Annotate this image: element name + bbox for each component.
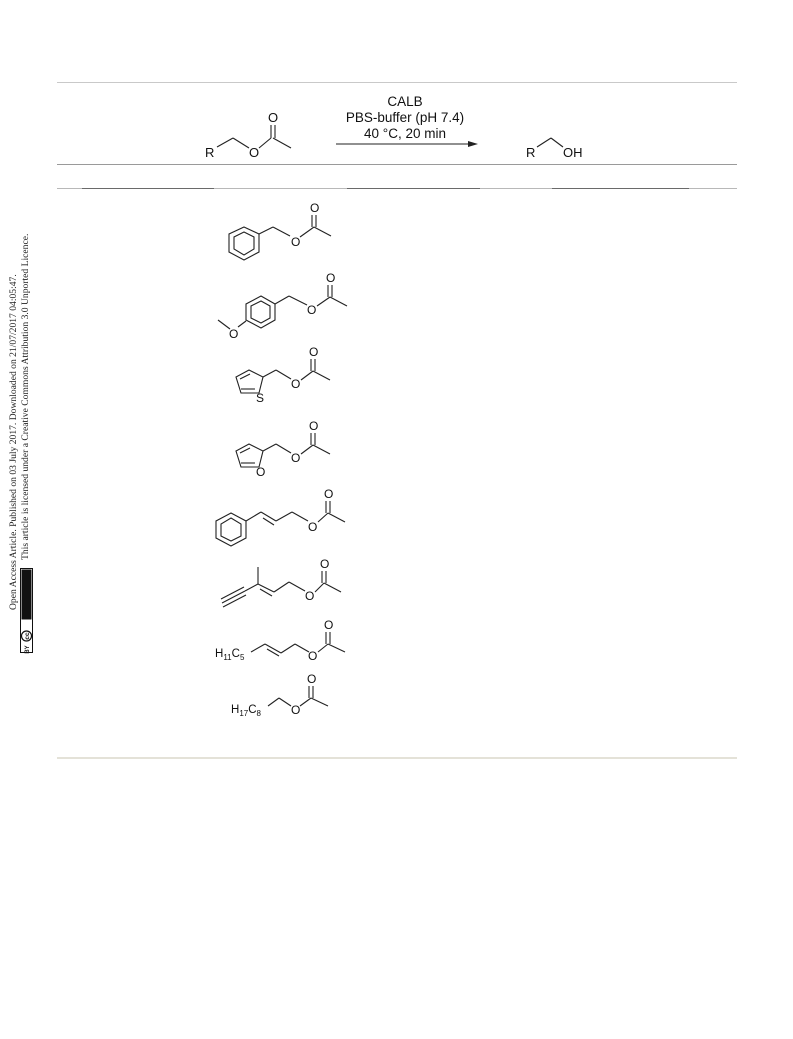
enyne-carbonyl-o: O bbox=[320, 557, 330, 571]
nonyl-carbonyl-o: O bbox=[307, 672, 317, 686]
substrate-thiophene-acetate bbox=[236, 345, 330, 405]
methoxybenzyl-ester-o: O bbox=[307, 303, 317, 317]
reactant-carbonyl-o-label: O bbox=[268, 110, 279, 125]
alkenyl-carbonyl-o: O bbox=[324, 618, 334, 632]
thiophene-s: S bbox=[256, 391, 265, 405]
substrate-nonyl-acetate bbox=[231, 672, 328, 718]
benzyl-carbonyl-o: O bbox=[310, 201, 320, 215]
substrate-furan-acetate bbox=[236, 419, 330, 479]
publication-info-text: Open Access Article. Published on 03 July 2017. Downloaded on 21/07/2017 04:05:47. bbox=[8, 274, 19, 610]
cinnamyl-carbonyl-o: O bbox=[324, 487, 334, 501]
substrate-alkenyl-acetate bbox=[215, 618, 345, 663]
product-oh-label: OH bbox=[563, 145, 583, 160]
alkenyl-ester-o: O bbox=[308, 649, 318, 663]
methoxybenzyl-carbonyl-o: O bbox=[326, 271, 336, 285]
product-r-label: R bbox=[526, 145, 536, 160]
enyne-ester-o: O bbox=[305, 589, 315, 603]
buffer-label: PBS-buffer (pH 7.4) bbox=[345, 110, 465, 125]
reactant-r-label: R bbox=[205, 145, 215, 160]
reactant-ester-o-label: O bbox=[249, 145, 260, 160]
conditions-label: 40 °C, 20 min bbox=[364, 126, 446, 141]
cinnamyl-ester-o: O bbox=[308, 520, 318, 534]
alkenyl-chain-label: $H_{11}C_5$ bbox=[215, 648, 245, 662]
methoxy-o: O bbox=[229, 327, 239, 341]
furan-o: O bbox=[256, 465, 266, 479]
furan-carbonyl-o: O bbox=[309, 419, 319, 433]
nonyl-ester-o: O bbox=[291, 703, 301, 717]
benzyl-ester-o: O bbox=[291, 235, 301, 249]
thiophene-carbonyl-o: O bbox=[309, 345, 319, 359]
nonyl-chain-label: $H_{17}C_8$ bbox=[231, 704, 261, 718]
cc-badge-cc: cc bbox=[23, 632, 31, 640]
licence-text[interactable]: This article is licensed under a Creative Commons Attribution 3.0 Unported Licence. bbox=[20, 233, 31, 560]
cc-badge-by: BY bbox=[24, 645, 31, 654]
substrate-methoxybenzyl-acetate bbox=[218, 271, 347, 341]
thiophene-ester-o: O bbox=[291, 377, 301, 391]
substrate-cinnamyl-acetate bbox=[216, 487, 345, 546]
furan-ester-o: O bbox=[291, 451, 301, 465]
substrate-benzyl-acetate bbox=[229, 201, 331, 260]
catalyst-label: CALB bbox=[387, 94, 423, 109]
substrate-enyne-acetate bbox=[221, 557, 341, 607]
